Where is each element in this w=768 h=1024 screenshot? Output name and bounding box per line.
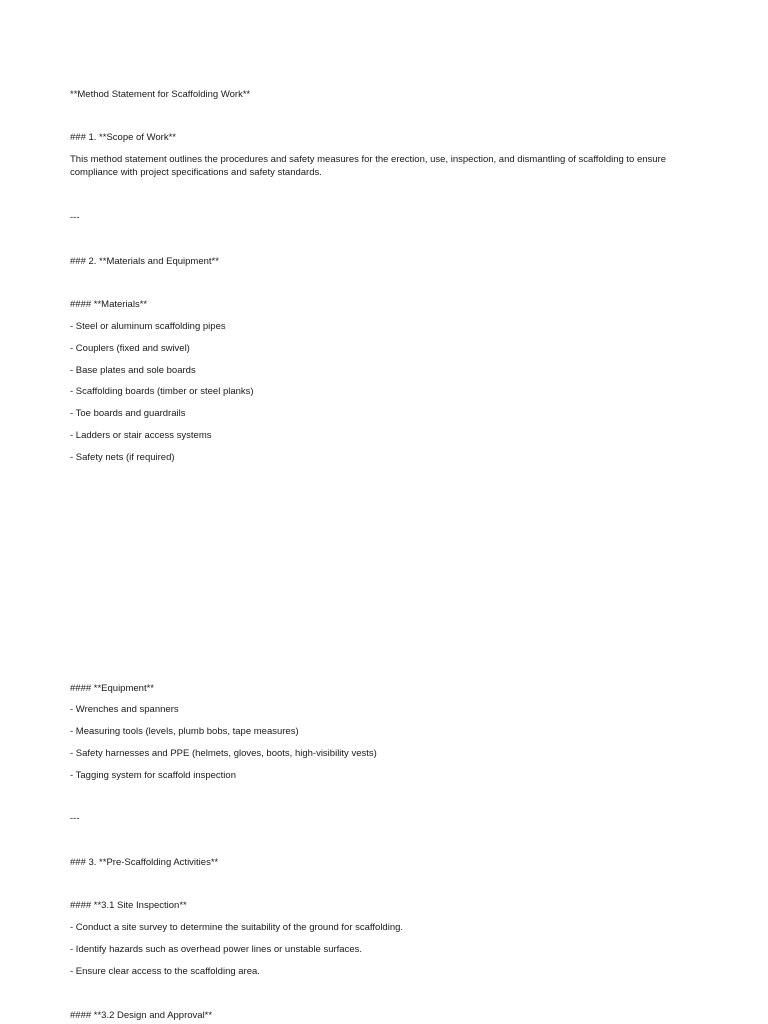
scope-paragraph: This method statement outlines the procedures and safety measures for the erection, use, inspection, and dismantling of scaffolding to ensure compliance with project specifications and safety standards. xyxy=(70,154,667,178)
list-item: - Steel or aluminum scaffolding pipes xyxy=(70,321,226,332)
section-heading-pre-scaffolding: ### 3. **Pre-Scaffolding Activities** xyxy=(70,857,219,868)
list-item: - Ladders or stair access systems xyxy=(70,430,212,441)
list-item: - Measuring tools (levels, plumb bobs, tape measures) xyxy=(70,726,299,737)
subheading-equipment: #### **Equipment** xyxy=(70,683,154,694)
subheading-materials: #### **Materials** xyxy=(70,299,148,310)
divider: --- xyxy=(70,212,80,223)
list-item: - Identify hazards such as overhead power lines or unstable surfaces. xyxy=(70,944,363,955)
section-heading-scope: ### 1. **Scope of Work** xyxy=(70,132,176,143)
list-item: - Couplers (fixed and swivel) xyxy=(70,343,190,354)
list-item: - Scaffolding boards (timber or steel planks) xyxy=(70,386,254,397)
list-item: - Ensure clear access to the scaffolding area. xyxy=(70,966,260,977)
list-item: - Toe boards and guardrails xyxy=(70,408,186,419)
list-item: - Tagging system for scaffold inspection xyxy=(70,770,236,781)
list-item: - Safety nets (if required) xyxy=(70,452,175,463)
subheading-site-inspection: #### **3.1 Site Inspection** xyxy=(70,900,187,911)
list-item: - Conduct a site survey to determine the suitability of the ground for scaffolding. xyxy=(70,922,404,933)
list-item: - Wrenches and spanners xyxy=(70,704,179,715)
subheading-design-approval: #### **3.2 Design and Approval** xyxy=(70,1010,213,1021)
section-heading-materials-equipment: ### 2. **Materials and Equipment** xyxy=(70,256,219,267)
divider: --- xyxy=(70,813,80,824)
document-title: **Method Statement for Scaffolding Work** xyxy=(70,89,251,100)
list-item: - Safety harnesses and PPE (helmets, gloves, boots, high-visibility vests) xyxy=(70,748,377,759)
list-item: - Base plates and sole boards xyxy=(70,365,196,376)
